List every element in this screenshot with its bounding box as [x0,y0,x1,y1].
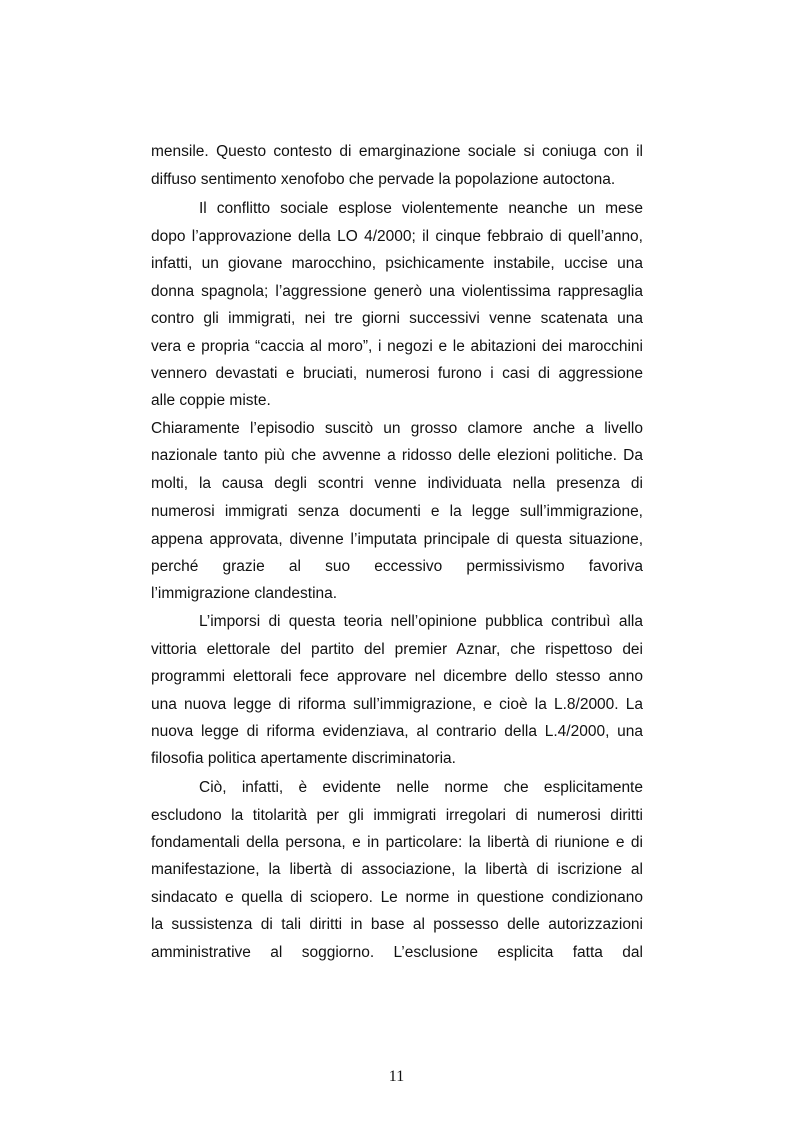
text-line: manifestazione, la libertà di associazione, la libertà di iscrizione al [151,861,643,878]
text-line: Chiaramente l’episodio suscitò un grosso clamore anche a livello [151,420,643,437]
text-line: nuova legge di riforma evidenziava, al contrario della L.4/2000, una [151,723,643,740]
text-line: alle coppie miste. [151,392,271,409]
text-line: appena approvata, divenne l’imputata principale di questa situazione, [151,531,643,548]
text-line: numerosi immigrati senza documenti e la legge sull’immigrazione, [151,503,643,520]
text-line: vittoria elettorale del partito del premier Aznar, che rispettoso dei [151,641,643,658]
page-number: 11 [388,1068,405,1085]
text-line: escludono la titolarità per gli immigrati irregolari di numerosi diritti [151,807,643,824]
text-line: infatti, un giovane marocchino, psichicamente instabile, uccise una [151,255,643,272]
text-line: molti, la causa degli scontri venne individuata nella presenza di [151,475,643,492]
text-line: la sussistenza di tali diritti in base al possesso delle autorizzazioni [151,916,643,933]
text-line: vennero devastati e bruciati, numerosi furono i casi di aggressione [151,365,643,382]
text-line: nazionale tanto più che avvenne a ridosso delle elezioni politiche. Da [151,447,643,464]
text-line: amministrative al soggiorno. L’esclusione esplicita fatta dal [151,944,643,961]
text-line: contro gli immigrati, nei tre giorni successivi venne scatenata una [151,310,643,327]
text-line: l’immigrazione clandestina. [151,585,338,602]
text-line: donna spagnola; l’aggressione generò una violentissima rappresaglia [151,283,643,300]
text-line: vera e propria “caccia al moro”, i negozi e le abitazioni dei marocchini [151,338,643,355]
text-line: mensile. Questo contesto di emarginazione sociale si coniuga con il [151,143,643,160]
text-line: Ciò, infatti, è evidente nelle norme che esplicitamente [199,779,643,796]
text-line: dopo l’approvazione della LO 4/2000; il cinque febbraio di quell’anno, [151,228,643,245]
text-line: diffuso sentimento xenofobo che pervade la popolazione autoctona. [151,171,616,188]
text-line: sindacato e quella di sciopero. Le norme in questione condizionano [151,889,643,906]
text-line: Il conflitto sociale esplose violentemente neanche un mese [199,200,643,217]
text-line: programmi elettorali fece approvare nel dicembre dello stesso anno [151,668,643,685]
text-line: fondamentali della persona, e in particolare: la libertà di riunione e di [151,834,643,851]
text-line: filosofia politica apertamente discriminatoria. [151,750,456,767]
text-line: perché grazie al suo eccessivo permissivismo favoriva [151,558,643,575]
text-line: L’imporsi di questa teoria nell’opinione pubblica contribuì alla [199,613,643,630]
text-line: una nuova legge di riforma sull’immigrazione, e cioè la L.8/2000. La [151,696,643,713]
